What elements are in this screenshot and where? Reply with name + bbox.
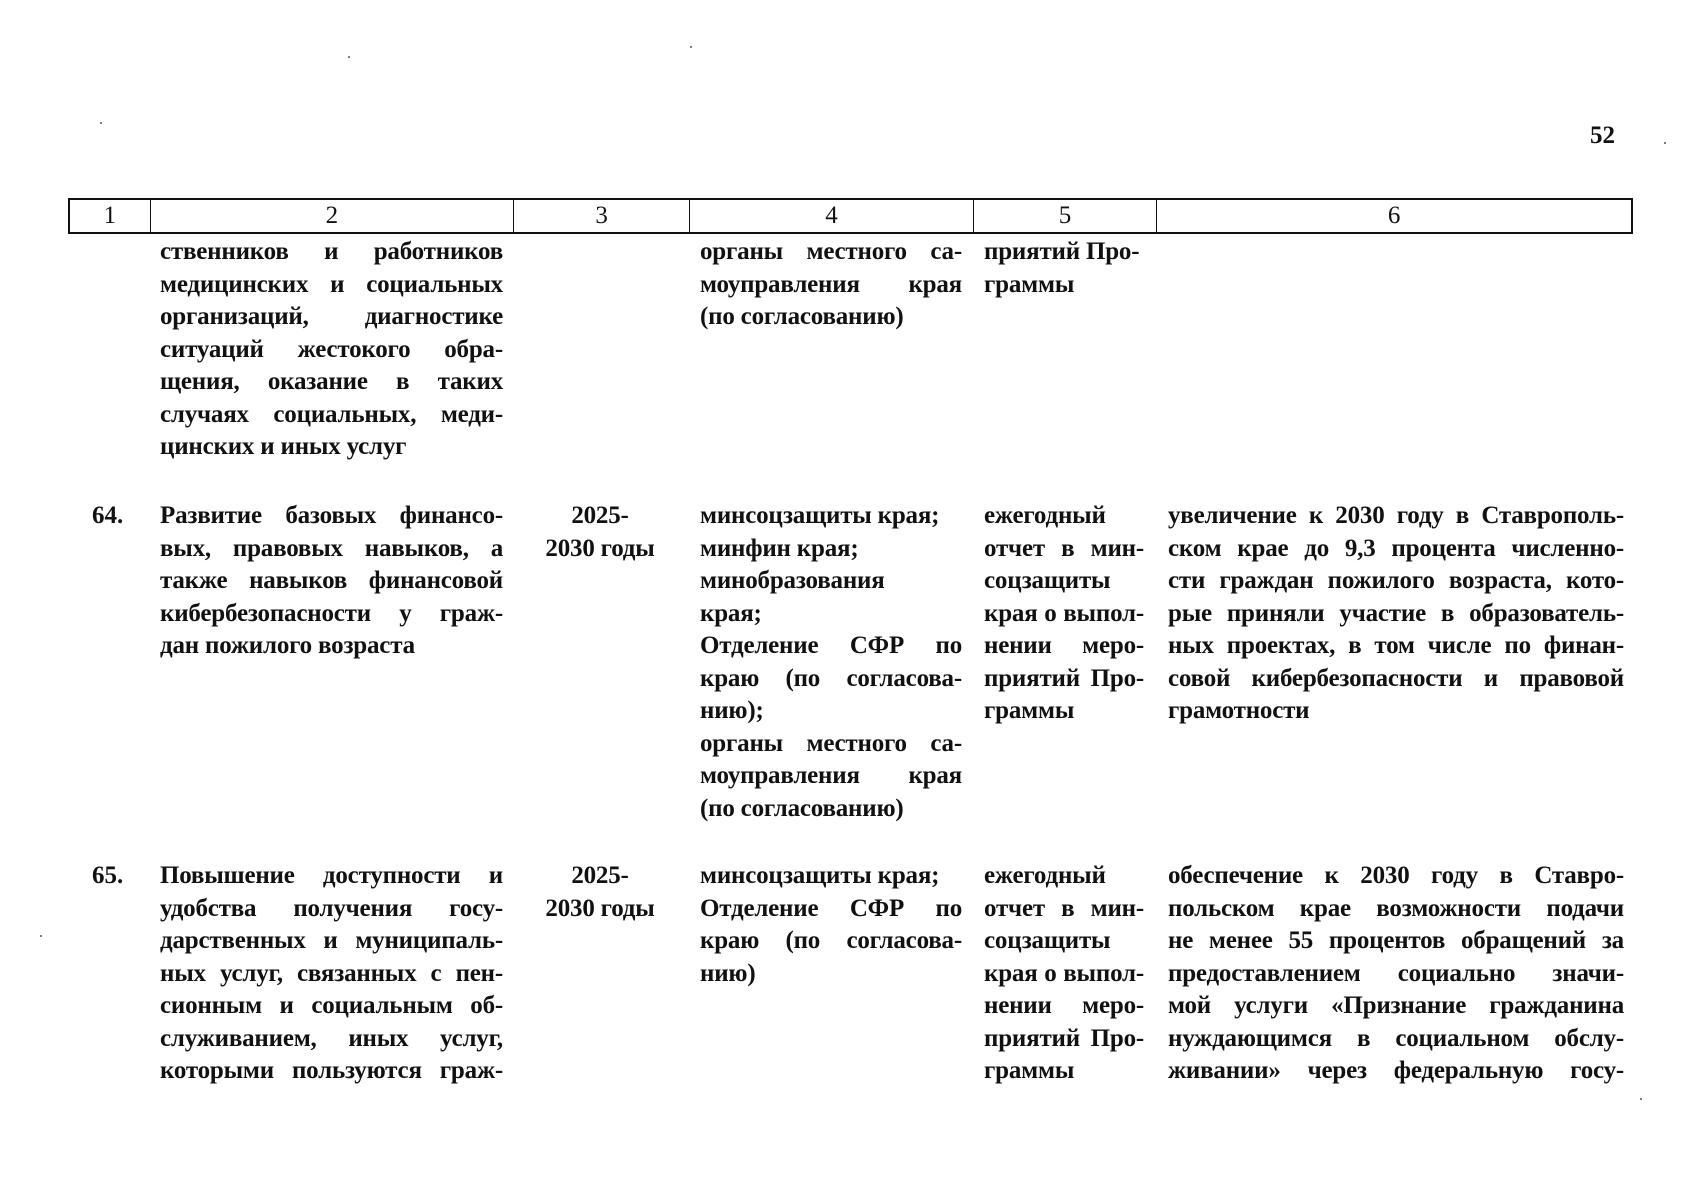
scan-speck: [40, 935, 42, 937]
row-0-executors: органы местного са- моуправления края (по согласованию): [700, 238, 962, 330]
scan-speck: [690, 46, 692, 48]
row-64-number: 64.: [92, 502, 124, 529]
header-cell-4: 4: [690, 200, 973, 232]
scan-speck: [348, 56, 350, 58]
header-cell-6: 6: [1387, 202, 1401, 229]
scan-speck: [1640, 1098, 1642, 1100]
row-0-description: ственников и работников медицинских и социальных организаций, диагностике ситуаций жестокого обра- щения, оказание в таких случаях социальных, меди- цинских и иных услуг: [160, 238, 503, 460]
row-65-result: обеспечение к 2030 году в Ставро- польском крае возможности подачи не менее 55 процентов обращений за предоставлением социально значи- мой услуги «Признание гражданина нуждающимся в социальном обслу- живании» через федеральную госу-: [1168, 862, 1624, 1084]
row-65-description: Повышение доступности и удобства получения госу- дарственных и муниципаль- ных услуг, связанных с пен- сионным и социальным об- служиванием, иных услуг, которыми пользуются граж-: [160, 862, 503, 1084]
scan-speck: [100, 122, 102, 124]
row-64-description: Развитие базовых финансо- вых, правовых навыков, а также навыков финансовой кибербезопасности у граж- дан пожилого возраста: [160, 502, 503, 659]
scan-speck: [1664, 142, 1666, 144]
header-cell-3: 3: [514, 200, 691, 232]
row-65-report: ежегодный отчет в мин- соцзащиты края о выпол- нении меро- приятий Про- граммы: [984, 862, 1144, 1084]
header-cell-2: 2: [151, 200, 514, 232]
page-number: 52: [1590, 122, 1615, 149]
row-64-period: 2025- 2030 годы: [545, 502, 655, 562]
row-65-executors: минсоцзащиты края; Отделение СФР по краю (по согласова- нию): [700, 862, 962, 987]
table-header-row: [68, 198, 1633, 234]
row-0-report: приятий Про- граммы: [984, 238, 1140, 298]
row-64-result: увеличение к 2030 году в Ставрополь- ском крае до 9,3 процента численно- сти граждан пожилого возраста, кото- рые приняли участие в образователь- ных проектах, в том числе по финан- совой кибербезопасности и правовой грамотности: [1168, 502, 1624, 724]
row-65-number: 65.: [92, 862, 124, 889]
row-64-report: ежегодный отчет в мин- соцзащиты края о выпол- нении меро- приятий Про- граммы: [984, 502, 1144, 724]
row-65-period: 2025- 2030 годы: [545, 862, 655, 922]
row-64-executors: минсоцзащиты края; минфин края; минобразования края; Отделение СФР по краю (по согласова- нию); органы местного са- моуправления края (по согласованию): [700, 502, 962, 822]
header-cell-5: 5: [974, 200, 1158, 232]
header-cell-1: 1: [70, 200, 151, 232]
